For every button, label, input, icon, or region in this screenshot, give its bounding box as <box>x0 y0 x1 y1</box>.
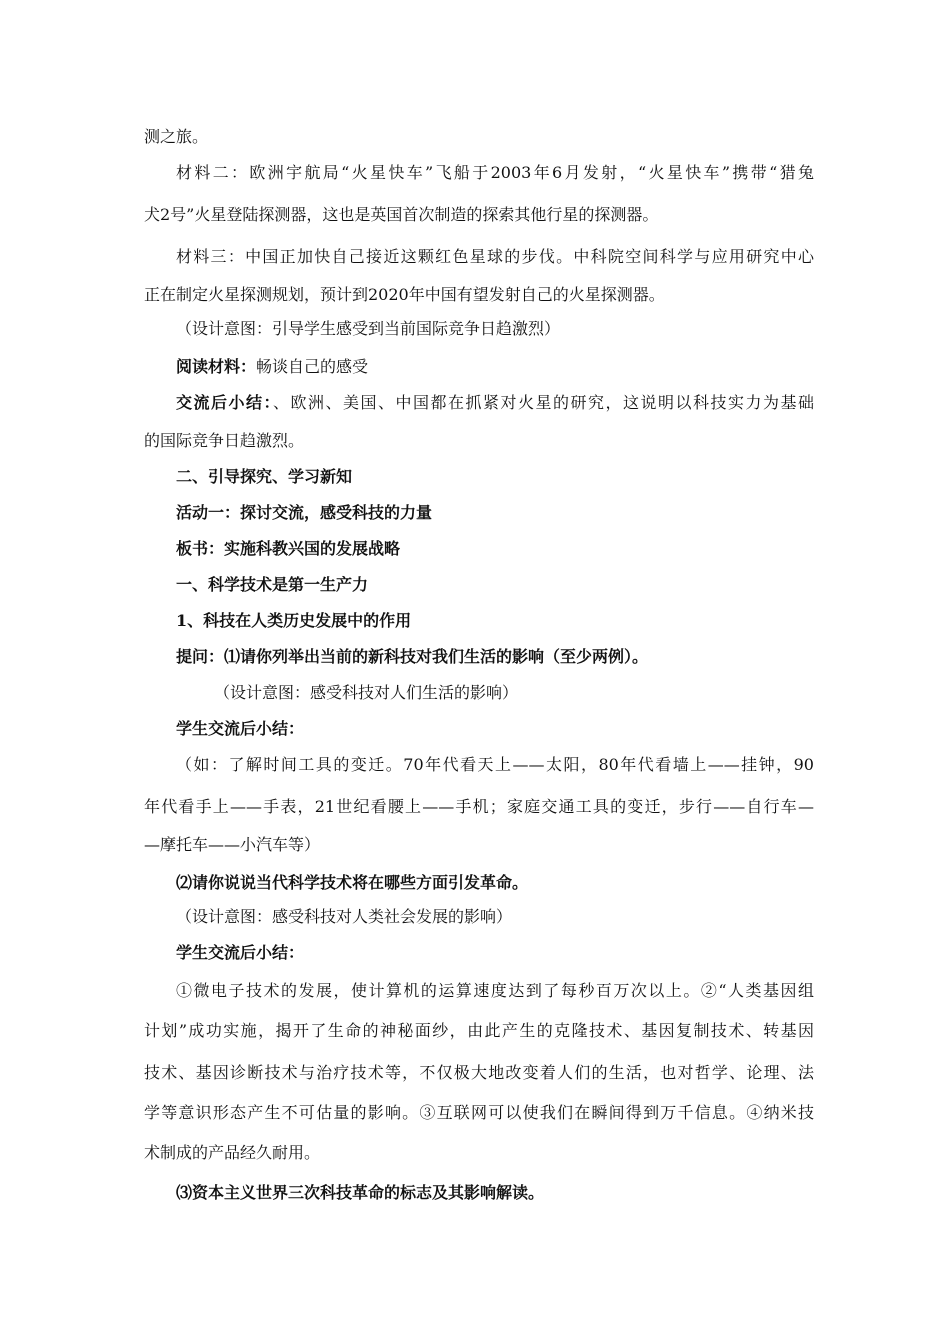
board-heading: 板书：实施科教兴国的发展战略 <box>176 539 401 558</box>
subsection-heading: 1、科技在人类历史发展中的作用 <box>176 611 412 630</box>
student-summary-label: 学生交流后小结： <box>176 719 305 738</box>
label-summary: 交流后小结： <box>176 393 273 412</box>
paragraph-line: 术制成的产品经久耐用。 <box>144 1143 321 1162</box>
design-intent-note: （设计意图：感受科技对人类社会发展的影响） <box>176 907 513 926</box>
paragraph-line: ①微电子技术的发展，使计算机的运算速度达到了每秒百万次以上。②“人类基因组 <box>176 981 814 1000</box>
paragraph-line: 年代看手上——手表，21世纪看腰上——手机；家庭交通工具的变迁，步行——自行车— <box>144 797 814 816</box>
paragraph-line: 测之旅。 <box>144 127 209 146</box>
reading-material-line <box>176 356 814 378</box>
paragraph-line: （如：了解时间工具的变迁。70年代看天上——太阳，80年代看墙上——挂钟，90 <box>176 755 814 774</box>
activity-heading: 活动一：探讨交流，感受科技的力量 <box>176 503 433 522</box>
question-line: ⑶资本主义世界三次科技革命的标志及其影响解读。 <box>176 1183 545 1202</box>
paragraph-line: 技术、基因诊断技术与治疗技术等，不仅极大地改变着人们的生活，也对哲学、论理、法 <box>144 1063 814 1082</box>
paragraph-line: 材料三：中国正加快自己接近这颗红色星球的步伐。中科院空间科学与应用研究中心 <box>176 247 814 266</box>
design-intent-note: （设计意图：感受科技对人们生活的影响） <box>214 683 519 702</box>
paragraph-line: 计划”成功实施，揭开了生命的神秘面纱，由此产生的克隆技术、基因复制技术、转基因 <box>144 1021 814 1040</box>
paragraph-line: —摩托车——小汽车等） <box>144 835 321 854</box>
summary-line <box>176 392 814 414</box>
paragraph-line: 材料二：欧洲宇航局“火星快车”飞船于2003年6月发射，“火星快车”携带“猎兔 <box>176 163 814 182</box>
question-line: ⑵请你说说当代科学技术将在哪些方面引发革命。 <box>176 873 529 892</box>
paragraph-line: 学等意识形态产生不可估量的影响。③互联网可以使我们在瞬间得到万千信息。④纳米技 <box>144 1103 814 1122</box>
reading-material-text: 畅谈自己的感受 <box>256 357 369 376</box>
paragraph-line: 正在制定火星探测规划，预计到2020年中国有望发射自己的火星探测器。 <box>144 285 665 304</box>
label-reading-material: 阅读材料： <box>176 357 257 376</box>
student-summary-label: 学生交流后小结： <box>176 943 305 962</box>
paragraph-line: 的国际竞争日趋激烈。 <box>144 431 305 450</box>
question-line: 提问：⑴请你列举出当前的新科技对我们生活的影响（至少两例）。 <box>176 647 649 666</box>
section-heading: 二、引导探究、学习新知 <box>176 467 353 486</box>
design-intent-note: （设计意图：引导学生感受到当前国际竞争日趋激烈） <box>176 319 561 338</box>
subsection-heading: 一、科学技术是第一生产力 <box>176 575 369 594</box>
summary-text: 、欧洲、美国、中国都在抓紧对火星的研究，这说明以科技实力为基础 <box>273 393 814 412</box>
paragraph-line: 犬2号”火星登陆探测器，这也是英国首次制造的探索其他行星的探测器。 <box>144 205 659 224</box>
